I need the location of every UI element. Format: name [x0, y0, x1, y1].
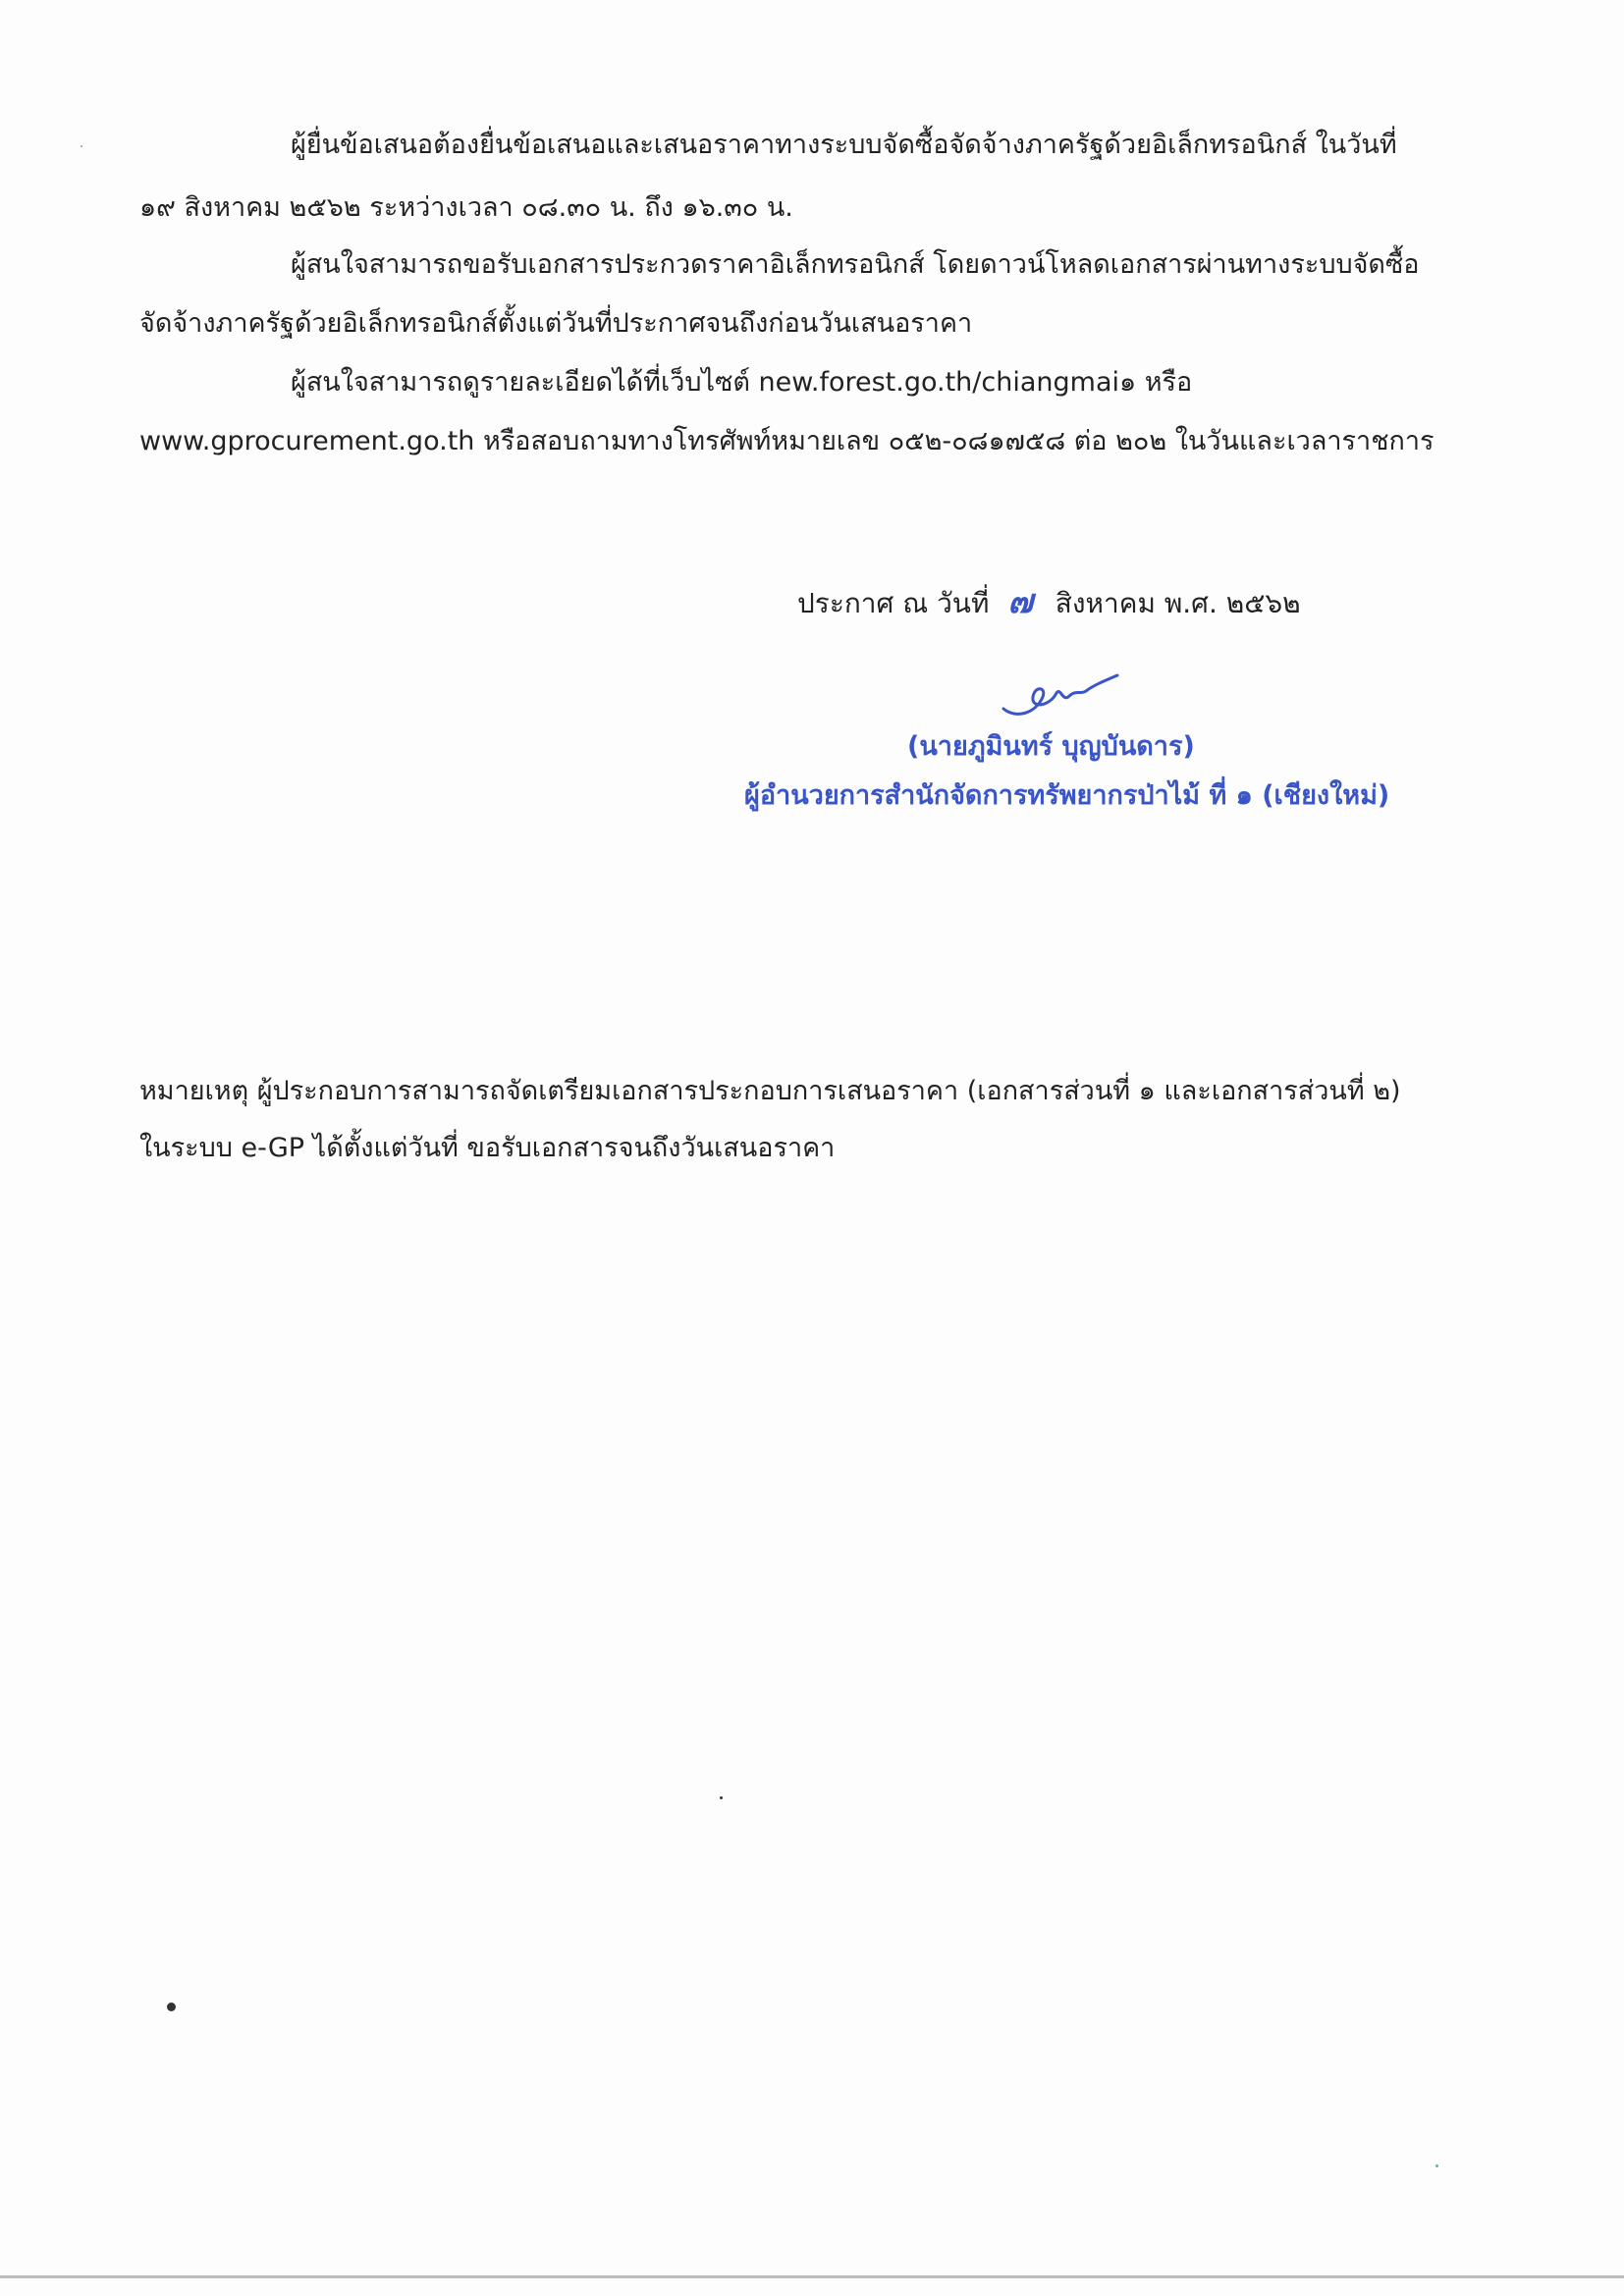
announcement-prefix: ประกาศ ณ วันที่ — [797, 587, 990, 619]
paragraph-2-line-2: จัดจ้างภาครัฐด้วยอิเล็กทรอนิกส์ตั้งแต่วันที่ประกาศจนถึงก่อนวันเสนอราคา — [139, 308, 973, 339]
paragraph-3-line-1: ผู้สนใจสามารถดูรายละเอียดได้ที่เว็บไซต์ new.forest.go.th/chiangmai๑ หรือ — [291, 367, 1193, 398]
paragraph-1-line-2: ๑๙ สิงหาคม ๒๕๖๒ ระหว่างเวลา ๐๘.๓๐ น. ถึง ๑๖.๓๐ น. — [139, 192, 793, 223]
scan-speck — [720, 1796, 723, 1799]
announcement-day: ๗ — [1007, 582, 1033, 621]
paragraph-3-line-2: www.gprocurement.go.th หรือสอบถามทางโทรศัพท์หมายเลข ๐๕๒-๐๘๑๗๕๘ ต่อ ๒๐๒ ในวันและเวลาราชการ — [139, 426, 1435, 456]
handwritten-signature — [996, 667, 1123, 726]
scan-speck — [81, 145, 82, 147]
announcement-date — [797, 574, 1301, 627]
note-line-1: หมายเหตุ ผู้ประกอบการสามารถจัดเตรียมเอกสารประกอบการเสนอราคา (เอกสารส่วนที่ ๑ และเอกสารส่วนที่ ๒) — [139, 1076, 1401, 1106]
announcement-suffix: สิงหาคม พ.ศ. ๒๕๖๒ — [1055, 587, 1301, 619]
paragraph-1-line-1: ผู้ยื่นข้อเสนอต้องยื่นข้อเสนอและเสนอราคาทางระบบจัดซื้อจัดจ้างภาครัฐด้วยอิเล็กทรอนิกส์ ในวันที่ — [291, 130, 1397, 160]
signatory-name: (นายภูมินทร์ บุญบันดาร) — [907, 731, 1195, 762]
scan-speck — [1435, 2164, 1438, 2167]
paragraph-2-line-1: ผู้สนใจสามารถขอรับเอกสารประกวดราคาอิเล็กทรอนิกส์ โดยดาวน์โหลดเอกสารผ่านทางระบบจัดซื้อ — [291, 249, 1420, 280]
scan-speck — [167, 2002, 176, 2011]
page-edge-rule — [0, 2275, 1624, 2278]
note-line-2: ในระบบ e-GP ได้ตั้งแต่วันที่ ขอรับเอกสารจนถึงวันเสนอราคา — [139, 1133, 836, 1163]
signatory-title: ผู้อำนวยการสำนักจัดการทรัพยากรป่าไม้ ที่ ๑ (เชียงใหม่) — [744, 780, 1390, 811]
